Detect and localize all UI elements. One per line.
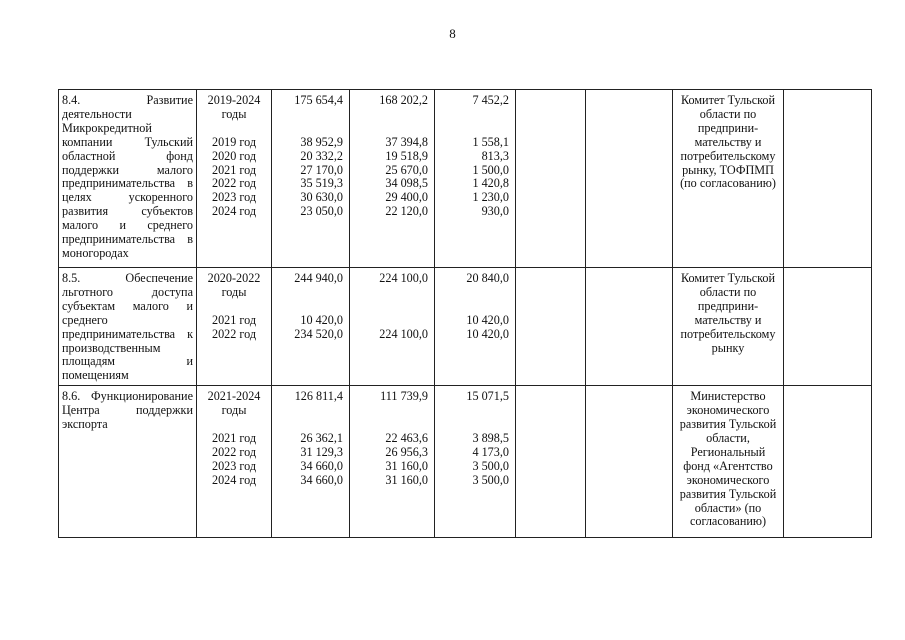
activity-description: 8.5. Обеспечение льготного доступа субъектам малого и среднего предпринимательства к производственным площадям и помещениям [59, 268, 197, 386]
amount-cell [516, 268, 586, 386]
amount-cell: 15 071,5 3 898,5 4 173,0 3 500,0 3 500,0 [435, 386, 516, 538]
total-amount-cell: 126 811,4 26 362,1 31 129,3 34 660,0 34 660,0 [272, 386, 350, 538]
amount-cell [586, 90, 673, 268]
amount-cell [516, 386, 586, 538]
empty-cell [784, 90, 872, 268]
responsible-executor: Министерство экономического развития Тульской области, Региональный фонд «Агентство экономического развития Тульской области» (по согласованию) [673, 386, 784, 538]
amount-cell [586, 268, 673, 386]
total-amount-cell: 244 940,0 10 420,0 234 520,0 [272, 268, 350, 386]
table-row [59, 386, 872, 538]
amount-cell [586, 386, 673, 538]
empty-cell [784, 386, 872, 538]
activity-description: 8.4. Развитие деятельности Микрокредитной компании Тульский областной фонд поддержки малого предпринимательства в целях ускоренного развития субъектов малого и среднего предпринимательства в моногородах [59, 90, 197, 268]
empty-cell [784, 268, 872, 386]
period-cell: 2020-2022 годы 2021 год 2022 год [197, 268, 272, 386]
responsible-executor: Комитет Тульской области по предприни-мательству и потребительскому рынку, ТОФПМП (по согласованию) [673, 90, 784, 268]
amount-cell [516, 90, 586, 268]
amount-cell: 20 840,0 10 420,0 10 420,0 [435, 268, 516, 386]
amount-cell: 111 739,9 22 463,6 26 956,3 31 160,0 31 160,0 [350, 386, 435, 538]
amount-cell: 7 452,2 1 558,1 813,3 1 500,0 1 420,8 1 230,0 930,0 [435, 90, 516, 268]
amount-cell: 168 202,2 37 394,8 19 518,9 25 670,0 34 098,5 29 400,0 22 120,0 [350, 90, 435, 268]
total-amount-cell: 175 654,4 38 952,9 20 332,2 27 170,0 35 519,3 30 630,0 23 050,0 [272, 90, 350, 268]
period-cell: 2019-2024 годы 2019 год 2020 год 2021 год 2022 год 2023 год 2024 год [197, 90, 272, 268]
table-row [59, 268, 872, 386]
page-number: 8 [449, 26, 456, 41]
activity-description: 8.6. Функционирование Центра поддержки экспорта [59, 386, 197, 538]
program-table [58, 89, 872, 538]
period-cell: 2021-2024 годы 2021 год 2022 год 2023 год 2024 год [197, 386, 272, 538]
table-row [59, 90, 872, 268]
amount-cell: 224 100,0 224 100,0 [350, 268, 435, 386]
responsible-executor: Комитет Тульской области по предприни-мательству и потребительскому рынку [673, 268, 784, 386]
